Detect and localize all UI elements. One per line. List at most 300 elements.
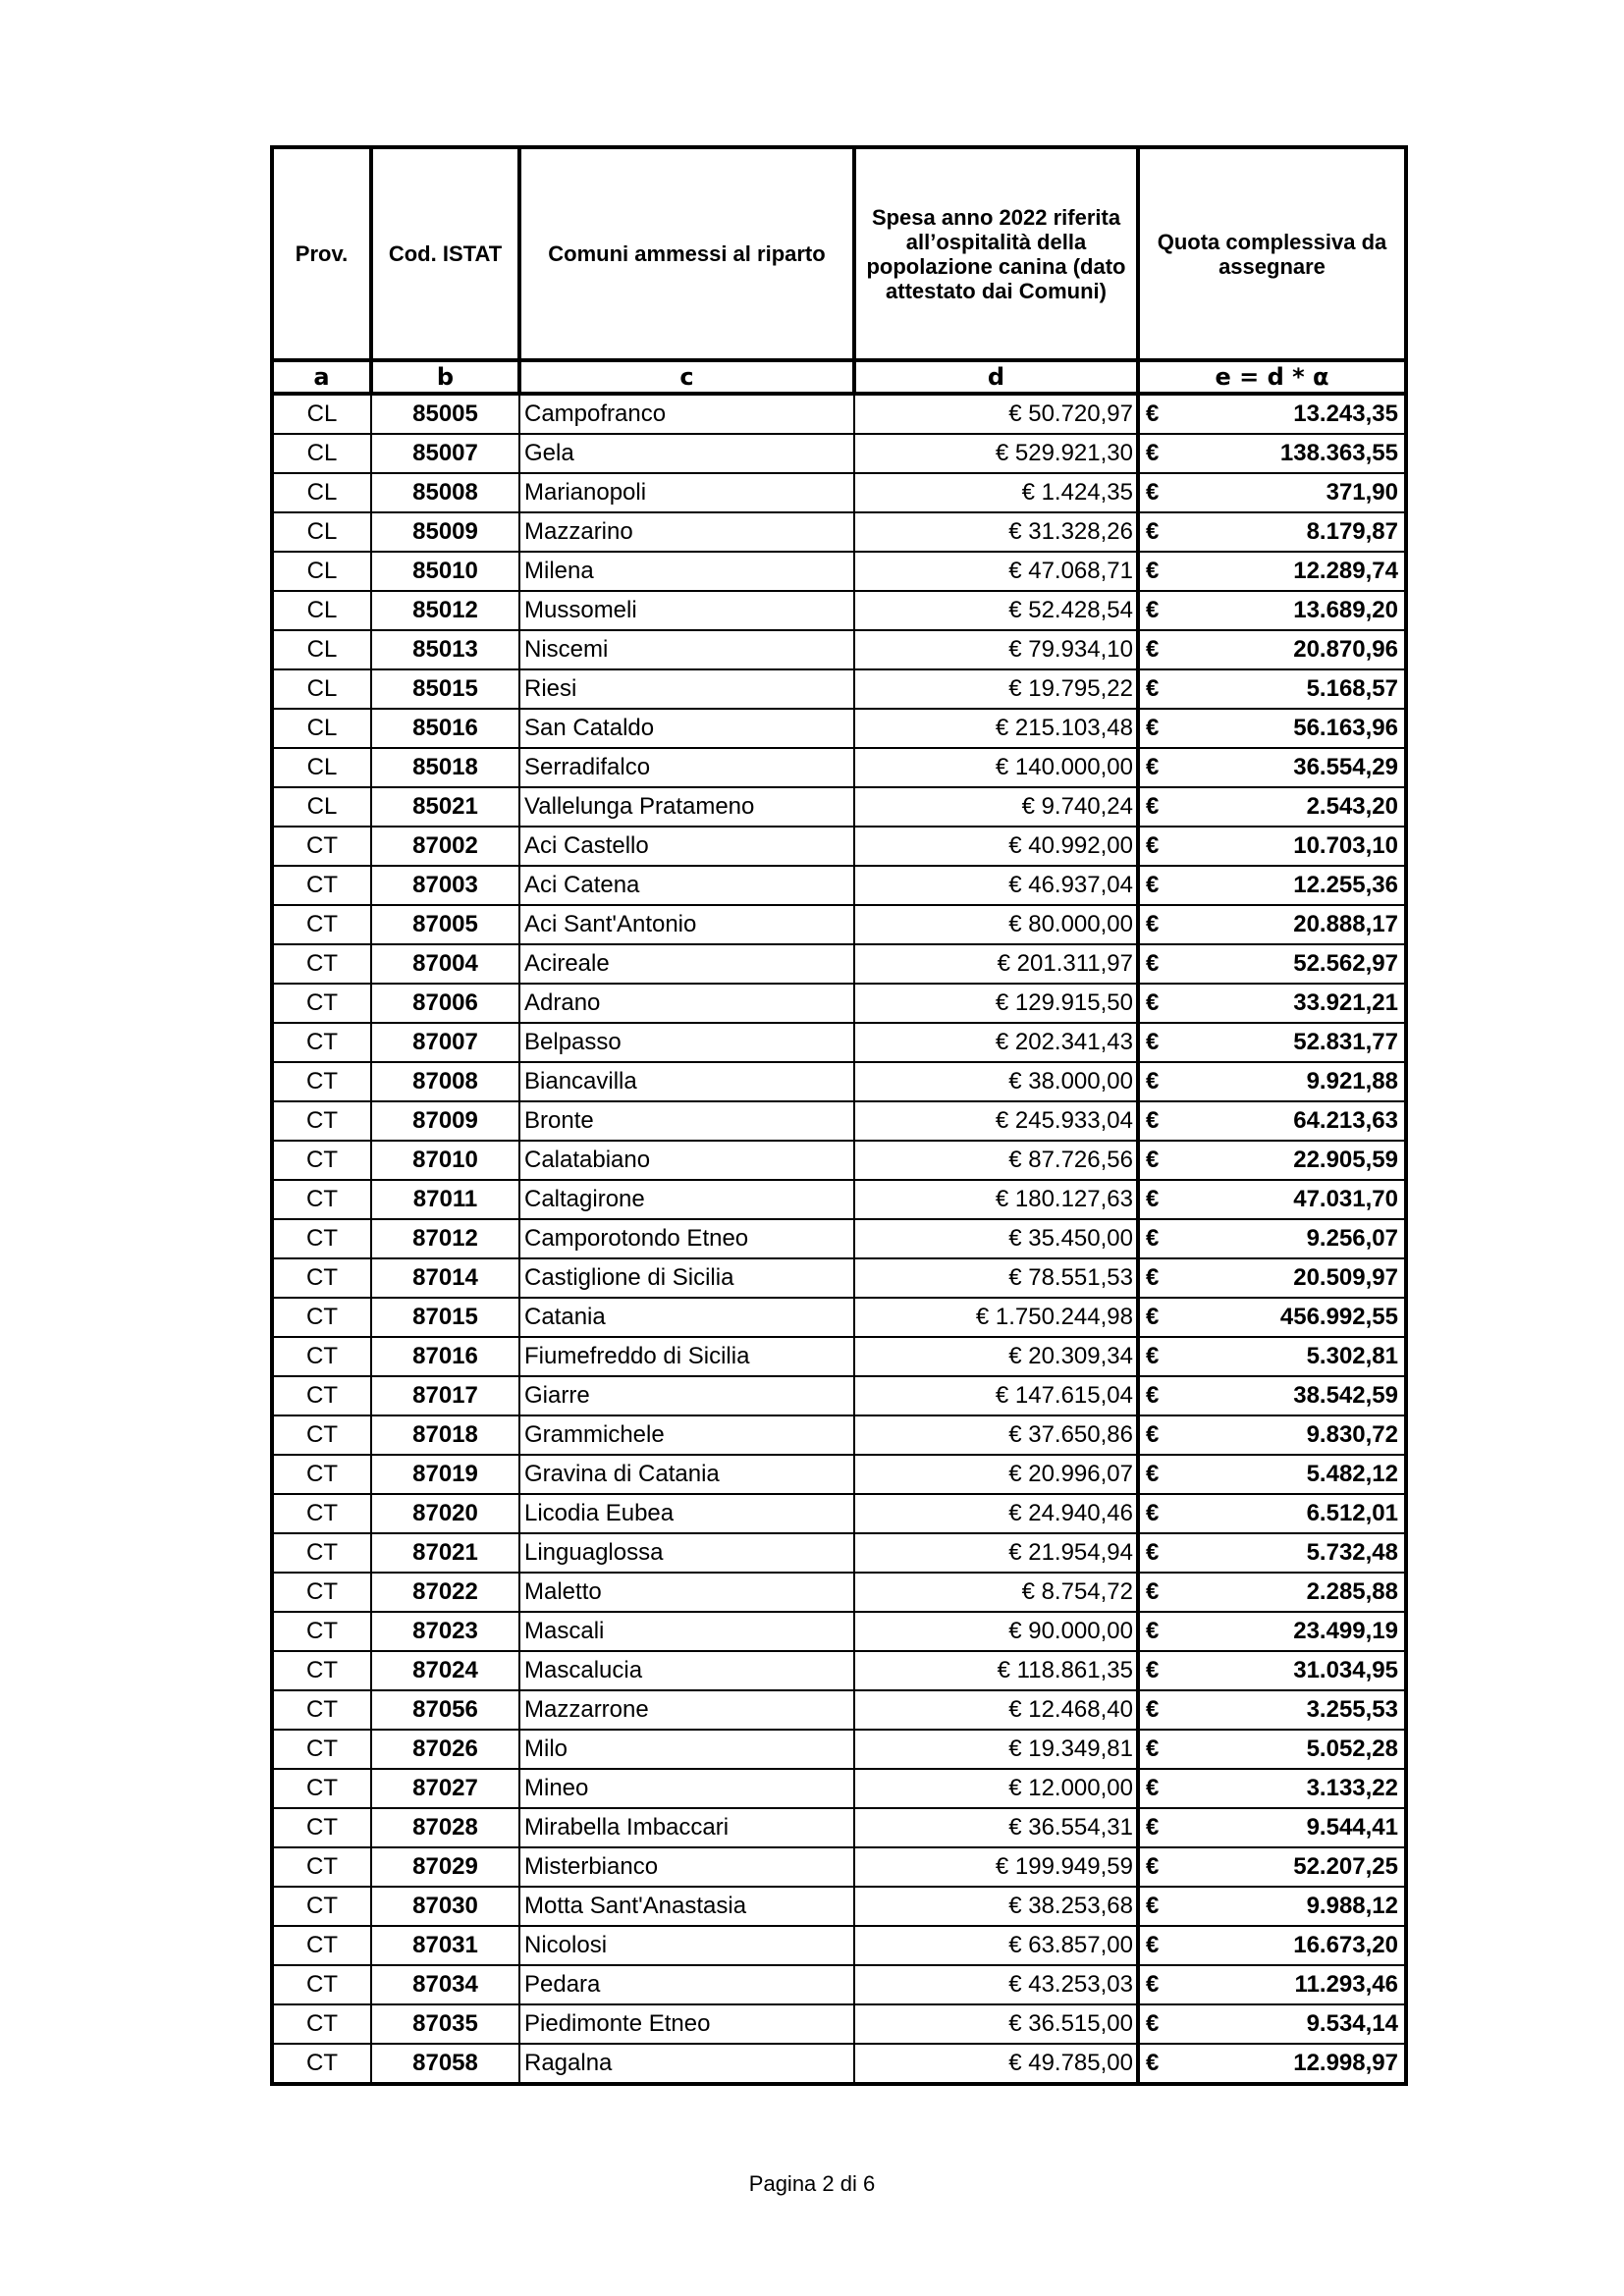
cell-quota — [1138, 944, 1406, 984]
cell-prov: CL — [272, 394, 371, 434]
cell-prov: CT — [272, 2004, 371, 2044]
table-row — [272, 1730, 1406, 1769]
cell-quota — [1138, 905, 1406, 944]
cell-comune: Licodia Eubea — [519, 1494, 854, 1533]
cell-spesa: € 20.309,34 — [854, 1337, 1138, 1376]
table-row — [272, 2044, 1406, 2084]
cell-prov: CL — [272, 473, 371, 512]
quota-amount: 20.509,97 — [1293, 1264, 1398, 1291]
cell-comune: Pedara — [519, 1965, 854, 2004]
euro-symbol: € — [1146, 1264, 1160, 1291]
euro-symbol: € — [1146, 950, 1160, 977]
cell-spesa: € 35.450,00 — [854, 1219, 1138, 1258]
cell-comune: Camporotondo Etneo — [519, 1219, 854, 1258]
cell-quota — [1138, 1023, 1406, 1062]
quota-amount: 20.888,17 — [1293, 911, 1398, 937]
cell-prov: CL — [272, 552, 371, 591]
cell-prov: CL — [272, 748, 371, 787]
cell-comune: Grammichele — [519, 1415, 854, 1455]
table-row — [272, 1258, 1406, 1298]
cell-comune: Piedimonte Etneo — [519, 2004, 854, 2044]
table-row — [272, 1887, 1406, 1926]
cell-cod-istat: 87029 — [371, 1847, 519, 1887]
table-row — [272, 1808, 1406, 1847]
table-row — [272, 512, 1406, 552]
quota-amount: 9.534,14 — [1306, 2010, 1398, 2037]
column-letters-row — [272, 360, 1406, 394]
euro-symbol: € — [1146, 1107, 1160, 1134]
cell-quota — [1138, 1847, 1406, 1887]
table-row — [272, 984, 1406, 1023]
table-row — [272, 1101, 1406, 1141]
euro-symbol: € — [1146, 1068, 1160, 1095]
table-row — [272, 2004, 1406, 2044]
table-row — [272, 630, 1406, 669]
cell-spesa: € 87.726,56 — [854, 1141, 1138, 1180]
cell-quota — [1138, 1258, 1406, 1298]
euro-symbol: € — [1146, 2050, 1160, 2076]
cell-comune: Mussomeli — [519, 591, 854, 630]
table-row — [272, 1612, 1406, 1651]
cell-cod-istat: 85005 — [371, 394, 519, 434]
cell-comune: Mazzarrone — [519, 1690, 854, 1730]
euro-symbol: € — [1146, 1775, 1160, 1801]
cell-prov: CT — [272, 984, 371, 1023]
cell-prov: CT — [272, 1023, 371, 1062]
cell-quota — [1138, 2004, 1406, 2044]
cell-prov: CT — [272, 1926, 371, 1965]
cell-spesa: € 12.468,40 — [854, 1690, 1138, 1730]
cell-prov: CT — [272, 1180, 371, 1219]
cell-spesa: € 180.127,63 — [854, 1180, 1138, 1219]
cell-cod-istat: 87014 — [371, 1258, 519, 1298]
quota-amount: 13.689,20 — [1293, 597, 1398, 623]
euro-symbol: € — [1146, 1932, 1160, 1958]
cell-quota — [1138, 1298, 1406, 1337]
cell-spesa: € 199.949,59 — [854, 1847, 1138, 1887]
quota-amount: 9.830,72 — [1306, 1421, 1398, 1448]
cell-spesa: € 24.940,46 — [854, 1494, 1138, 1533]
cell-quota — [1138, 787, 1406, 827]
cell-comune: Ragalna — [519, 2044, 854, 2084]
cell-quota — [1138, 1769, 1406, 1808]
cell-spesa: € 90.000,00 — [854, 1612, 1138, 1651]
cell-comune: Acireale — [519, 944, 854, 984]
table-row — [272, 473, 1406, 512]
table-row — [272, 669, 1406, 709]
header-quota: Quota complessiva da assegnare — [1138, 147, 1406, 360]
table-row — [272, 1769, 1406, 1808]
cell-cod-istat: 87006 — [371, 984, 519, 1023]
euro-symbol: € — [1146, 754, 1160, 780]
table-row — [272, 1494, 1406, 1533]
table-row — [272, 1376, 1406, 1415]
cell-prov: CT — [272, 1337, 371, 1376]
cell-quota — [1138, 1415, 1406, 1455]
cell-spesa: € 140.000,00 — [854, 748, 1138, 787]
cell-prov: CT — [272, 866, 371, 905]
table-row — [272, 1219, 1406, 1258]
quota-amount: 2.285,88 — [1306, 1578, 1398, 1605]
cell-prov: CT — [272, 1455, 371, 1494]
header-spesa: Spesa anno 2022 riferita all’ospitalità della popolazione canina (dato attestato dai Comuni) — [854, 147, 1138, 360]
cell-quota — [1138, 1612, 1406, 1651]
cell-cod-istat: 85021 — [371, 787, 519, 827]
cell-prov: CT — [272, 1376, 371, 1415]
cell-quota — [1138, 1926, 1406, 1965]
cell-prov: CT — [272, 1847, 371, 1887]
cell-prov: CT — [272, 1965, 371, 2004]
cell-comune: Riesi — [519, 669, 854, 709]
cell-spesa: € 38.253,68 — [854, 1887, 1138, 1926]
quota-amount: 52.207,25 — [1293, 1853, 1398, 1880]
table-row — [272, 866, 1406, 905]
cell-quota — [1138, 1808, 1406, 1847]
cell-prov: CT — [272, 1651, 371, 1690]
table-row — [272, 1415, 1406, 1455]
cell-spesa: € 49.785,00 — [854, 2044, 1138, 2084]
cell-spesa: € 245.933,04 — [854, 1101, 1138, 1141]
quota-amount: 47.031,70 — [1293, 1186, 1398, 1212]
cell-prov: CT — [272, 905, 371, 944]
cell-quota — [1138, 1141, 1406, 1180]
header-comuni: Comuni ammessi al riparto — [519, 147, 854, 360]
table-row — [272, 827, 1406, 866]
quota-amount: 64.213,63 — [1293, 1107, 1398, 1134]
quota-amount: 3.255,53 — [1306, 1696, 1398, 1723]
cell-comune: Catania — [519, 1298, 854, 1337]
quota-amount: 22.905,59 — [1293, 1147, 1398, 1173]
euro-symbol: € — [1146, 1657, 1160, 1683]
cell-spesa: € 78.551,53 — [854, 1258, 1138, 1298]
column-letter-b: b — [371, 360, 519, 394]
cell-spesa: € 215.103,48 — [854, 709, 1138, 748]
table-row — [272, 787, 1406, 827]
cell-spesa: € 12.000,00 — [854, 1769, 1138, 1808]
cell-prov: CT — [272, 944, 371, 984]
header-cod-istat: Cod. ISTAT — [371, 147, 519, 360]
cell-prov: CT — [272, 1415, 371, 1455]
cell-cod-istat: 87034 — [371, 1965, 519, 2004]
cell-comune: Marianopoli — [519, 473, 854, 512]
table-row — [272, 434, 1406, 473]
cell-cod-istat: 87058 — [371, 2044, 519, 2084]
cell-cod-istat: 85010 — [371, 552, 519, 591]
quota-amount: 38.542,59 — [1293, 1382, 1398, 1409]
cell-cod-istat: 85007 — [371, 434, 519, 473]
cell-spesa: € 36.515,00 — [854, 2004, 1138, 2044]
table-row — [272, 1651, 1406, 1690]
cell-comune: Mazzarino — [519, 512, 854, 552]
cell-prov: CL — [272, 434, 371, 473]
cell-cod-istat: 87015 — [371, 1298, 519, 1337]
cell-cod-istat: 87024 — [371, 1651, 519, 1690]
cell-spesa: € 202.341,43 — [854, 1023, 1138, 1062]
column-letter-e: e = d * α — [1138, 360, 1406, 394]
cell-quota — [1138, 1455, 1406, 1494]
cell-quota — [1138, 1690, 1406, 1730]
quota-amount: 23.499,19 — [1293, 1618, 1398, 1644]
cell-comune: Misterbianco — [519, 1847, 854, 1887]
cell-cod-istat: 87017 — [371, 1376, 519, 1415]
euro-symbol: € — [1146, 1578, 1160, 1605]
table-row — [272, 1965, 1406, 2004]
euro-symbol: € — [1146, 1029, 1160, 1055]
cell-comune: Linguaglossa — [519, 1533, 854, 1573]
quota-amount: 138.363,55 — [1279, 440, 1398, 466]
table-row — [272, 1533, 1406, 1573]
quota-amount: 16.673,20 — [1293, 1932, 1398, 1958]
quota-amount: 5.482,12 — [1306, 1461, 1398, 1487]
cell-spesa: € 1.424,35 — [854, 473, 1138, 512]
cell-cod-istat: 87004 — [371, 944, 519, 984]
cell-cod-istat: 87002 — [371, 827, 519, 866]
table-row — [272, 1926, 1406, 1965]
euro-symbol: € — [1146, 479, 1160, 506]
cell-cod-istat: 85012 — [371, 591, 519, 630]
cell-spesa: € 147.615,04 — [854, 1376, 1138, 1415]
cell-quota — [1138, 1573, 1406, 1612]
cell-cod-istat: 87005 — [371, 905, 519, 944]
cell-quota — [1138, 1062, 1406, 1101]
quota-amount: 10.703,10 — [1293, 832, 1398, 859]
cell-comune: Niscemi — [519, 630, 854, 669]
cell-cod-istat: 87018 — [371, 1415, 519, 1455]
cell-prov: CT — [272, 1612, 371, 1651]
quota-amount: 371,90 — [1326, 479, 1398, 506]
table-row — [272, 394, 1406, 434]
cell-quota — [1138, 1965, 1406, 2004]
cell-spesa: € 40.992,00 — [854, 827, 1138, 866]
cell-comune: Castiglione di Sicilia — [519, 1258, 854, 1298]
cell-spesa: € 50.720,97 — [854, 394, 1138, 434]
cell-prov: CT — [272, 1141, 371, 1180]
euro-symbol: € — [1146, 1539, 1160, 1566]
cell-prov: CL — [272, 787, 371, 827]
cell-cod-istat: 85016 — [371, 709, 519, 748]
euro-symbol: € — [1146, 1971, 1160, 1998]
cell-cod-istat: 87022 — [371, 1573, 519, 1612]
cell-cod-istat: 87028 — [371, 1808, 519, 1847]
table-row — [272, 1180, 1406, 1219]
cell-spesa: € 63.857,00 — [854, 1926, 1138, 1965]
cell-spesa: € 37.650,86 — [854, 1415, 1138, 1455]
cell-cod-istat: 85013 — [371, 630, 519, 669]
cell-spesa: € 1.750.244,98 — [854, 1298, 1138, 1337]
euro-symbol: € — [1146, 1500, 1160, 1526]
table-row — [272, 748, 1406, 787]
column-letter-c: c — [519, 360, 854, 394]
cell-spesa: € 9.740,24 — [854, 787, 1138, 827]
cell-cod-istat: 85018 — [371, 748, 519, 787]
euro-symbol: € — [1146, 597, 1160, 623]
cell-cod-istat: 87035 — [371, 2004, 519, 2044]
euro-symbol: € — [1146, 1186, 1160, 1212]
cell-quota — [1138, 473, 1406, 512]
cell-cod-istat: 87026 — [371, 1730, 519, 1769]
cell-comune: Bronte — [519, 1101, 854, 1141]
cell-prov: CT — [272, 1101, 371, 1141]
cell-comune: Campofranco — [519, 394, 854, 434]
cell-comune: Aci Catena — [519, 866, 854, 905]
table-row — [272, 1847, 1406, 1887]
euro-symbol: € — [1146, 440, 1160, 466]
cell-spesa: € 79.934,10 — [854, 630, 1138, 669]
column-letter-a: a — [272, 360, 371, 394]
euro-symbol: € — [1146, 1461, 1160, 1487]
cell-comune: Mineo — [519, 1769, 854, 1808]
cell-prov: CT — [272, 1887, 371, 1926]
quota-amount: 20.870,96 — [1293, 636, 1398, 663]
cell-comune: San Cataldo — [519, 709, 854, 748]
cell-cod-istat: 87016 — [371, 1337, 519, 1376]
table-row — [272, 1690, 1406, 1730]
cell-comune: Belpasso — [519, 1023, 854, 1062]
euro-symbol: € — [1146, 1382, 1160, 1409]
cell-prov: CT — [272, 1298, 371, 1337]
cell-cod-istat: 87008 — [371, 1062, 519, 1101]
cell-comune: Aci Sant'Antonio — [519, 905, 854, 944]
cell-quota — [1138, 1494, 1406, 1533]
euro-symbol: € — [1146, 872, 1160, 898]
cell-comune: Fiumefreddo di Sicilia — [519, 1337, 854, 1376]
cell-comune: Maletto — [519, 1573, 854, 1612]
cell-quota — [1138, 394, 1406, 434]
euro-symbol: € — [1146, 636, 1160, 663]
page-number: Pagina 2 di 6 — [748, 2171, 876, 2196]
cell-quota — [1138, 748, 1406, 787]
quota-amount: 12.289,74 — [1293, 558, 1398, 584]
euro-symbol: € — [1146, 793, 1160, 820]
quota-amount: 3.133,22 — [1306, 1775, 1398, 1801]
cell-quota — [1138, 827, 1406, 866]
cell-comune: Calatabiano — [519, 1141, 854, 1180]
cell-cod-istat: 87031 — [371, 1926, 519, 1965]
quota-amount: 9.256,07 — [1306, 1225, 1398, 1252]
euro-symbol: € — [1146, 558, 1160, 584]
cell-cod-istat: 87007 — [371, 1023, 519, 1062]
cell-comune: Mascalucia — [519, 1651, 854, 1690]
euro-symbol: € — [1146, 715, 1160, 741]
cell-spesa: € 118.861,35 — [854, 1651, 1138, 1690]
cell-comune: Caltagirone — [519, 1180, 854, 1219]
cell-quota — [1138, 866, 1406, 905]
table-row — [272, 944, 1406, 984]
cell-spesa: € 43.253,03 — [854, 1965, 1138, 2004]
cell-prov: CT — [272, 1690, 371, 1730]
quota-amount: 11.293,46 — [1294, 1971, 1398, 1998]
table-row — [272, 552, 1406, 591]
quota-amount: 56.163,96 — [1293, 715, 1398, 741]
cell-spesa: € 80.000,00 — [854, 905, 1138, 944]
cell-spesa: € 21.954,94 — [854, 1533, 1138, 1573]
cell-cod-istat: 87011 — [371, 1180, 519, 1219]
cell-prov: CL — [272, 630, 371, 669]
cell-comune: Serradifalco — [519, 748, 854, 787]
cell-quota — [1138, 1337, 1406, 1376]
cell-cod-istat: 87023 — [371, 1612, 519, 1651]
cell-cod-istat: 87009 — [371, 1101, 519, 1141]
quota-amount: 9.921,88 — [1306, 1068, 1398, 1095]
cell-quota — [1138, 1730, 1406, 1769]
cell-comune: Biancavilla — [519, 1062, 854, 1101]
cell-spesa: € 36.554,31 — [854, 1808, 1138, 1847]
euro-symbol: € — [1146, 989, 1160, 1016]
cell-spesa: € 529.921,30 — [854, 434, 1138, 473]
cell-comune: Motta Sant'Anastasia — [519, 1887, 854, 1926]
euro-symbol: € — [1146, 1343, 1160, 1369]
cell-spesa: € 201.311,97 — [854, 944, 1138, 984]
quota-amount: 5.732,48 — [1306, 1539, 1398, 1566]
cell-prov: CT — [272, 1533, 371, 1573]
cell-spesa: € 47.068,71 — [854, 552, 1138, 591]
quota-amount: 5.168,57 — [1306, 675, 1398, 702]
cell-prov: CT — [272, 1769, 371, 1808]
euro-symbol: € — [1146, 2010, 1160, 2037]
cell-comune: Adrano — [519, 984, 854, 1023]
cell-quota — [1138, 669, 1406, 709]
cell-spesa: € 52.428,54 — [854, 591, 1138, 630]
quota-amount: 2.543,20 — [1306, 793, 1398, 820]
cell-cod-istat: 87012 — [371, 1219, 519, 1258]
cell-quota — [1138, 1533, 1406, 1573]
quota-amount: 52.562,97 — [1293, 950, 1398, 977]
cell-comune: Gravina di Catania — [519, 1455, 854, 1494]
euro-symbol: € — [1146, 1814, 1160, 1841]
euro-symbol: € — [1146, 1225, 1160, 1252]
cell-comune: Vallelunga Pratameno — [519, 787, 854, 827]
cell-cod-istat: 87010 — [371, 1141, 519, 1180]
cell-cod-istat: 85008 — [371, 473, 519, 512]
cell-comune: Giarre — [519, 1376, 854, 1415]
cell-spesa: € 20.996,07 — [854, 1455, 1138, 1494]
quota-amount: 5.052,28 — [1306, 1735, 1398, 1762]
cell-quota — [1138, 1651, 1406, 1690]
cell-cod-istat: 87021 — [371, 1533, 519, 1573]
cell-spesa: € 19.795,22 — [854, 669, 1138, 709]
cell-spesa: € 38.000,00 — [854, 1062, 1138, 1101]
cell-quota — [1138, 2044, 1406, 2084]
quota-amount: 9.544,41 — [1306, 1814, 1398, 1841]
euro-symbol: € — [1146, 1304, 1160, 1330]
cell-prov: CT — [272, 2044, 371, 2084]
cell-quota — [1138, 1180, 1406, 1219]
cell-quota — [1138, 1887, 1406, 1926]
cell-cod-istat: 87019 — [371, 1455, 519, 1494]
cell-spesa: € 46.937,04 — [854, 866, 1138, 905]
cell-prov: CL — [272, 669, 371, 709]
cell-prov: CT — [272, 1494, 371, 1533]
cell-quota — [1138, 552, 1406, 591]
quota-amount: 36.554,29 — [1293, 754, 1398, 780]
riparto-table — [270, 145, 1408, 2086]
cell-cod-istat: 85015 — [371, 669, 519, 709]
table-row — [272, 1298, 1406, 1337]
quota-amount: 31.034,95 — [1293, 1657, 1398, 1683]
cell-spesa: € 31.328,26 — [854, 512, 1138, 552]
cell-prov: CT — [272, 1730, 371, 1769]
cell-spesa: € 19.349,81 — [854, 1730, 1138, 1769]
quota-amount: 52.831,77 — [1293, 1029, 1398, 1055]
cell-comune: Nicolosi — [519, 1926, 854, 1965]
header-prov: Prov. — [272, 147, 371, 360]
euro-symbol: € — [1146, 911, 1160, 937]
cell-cod-istat: 85009 — [371, 512, 519, 552]
cell-comune: Gela — [519, 434, 854, 473]
cell-prov: CT — [272, 1062, 371, 1101]
table-row — [272, 1573, 1406, 1612]
quota-amount: 9.988,12 — [1306, 1893, 1398, 1919]
